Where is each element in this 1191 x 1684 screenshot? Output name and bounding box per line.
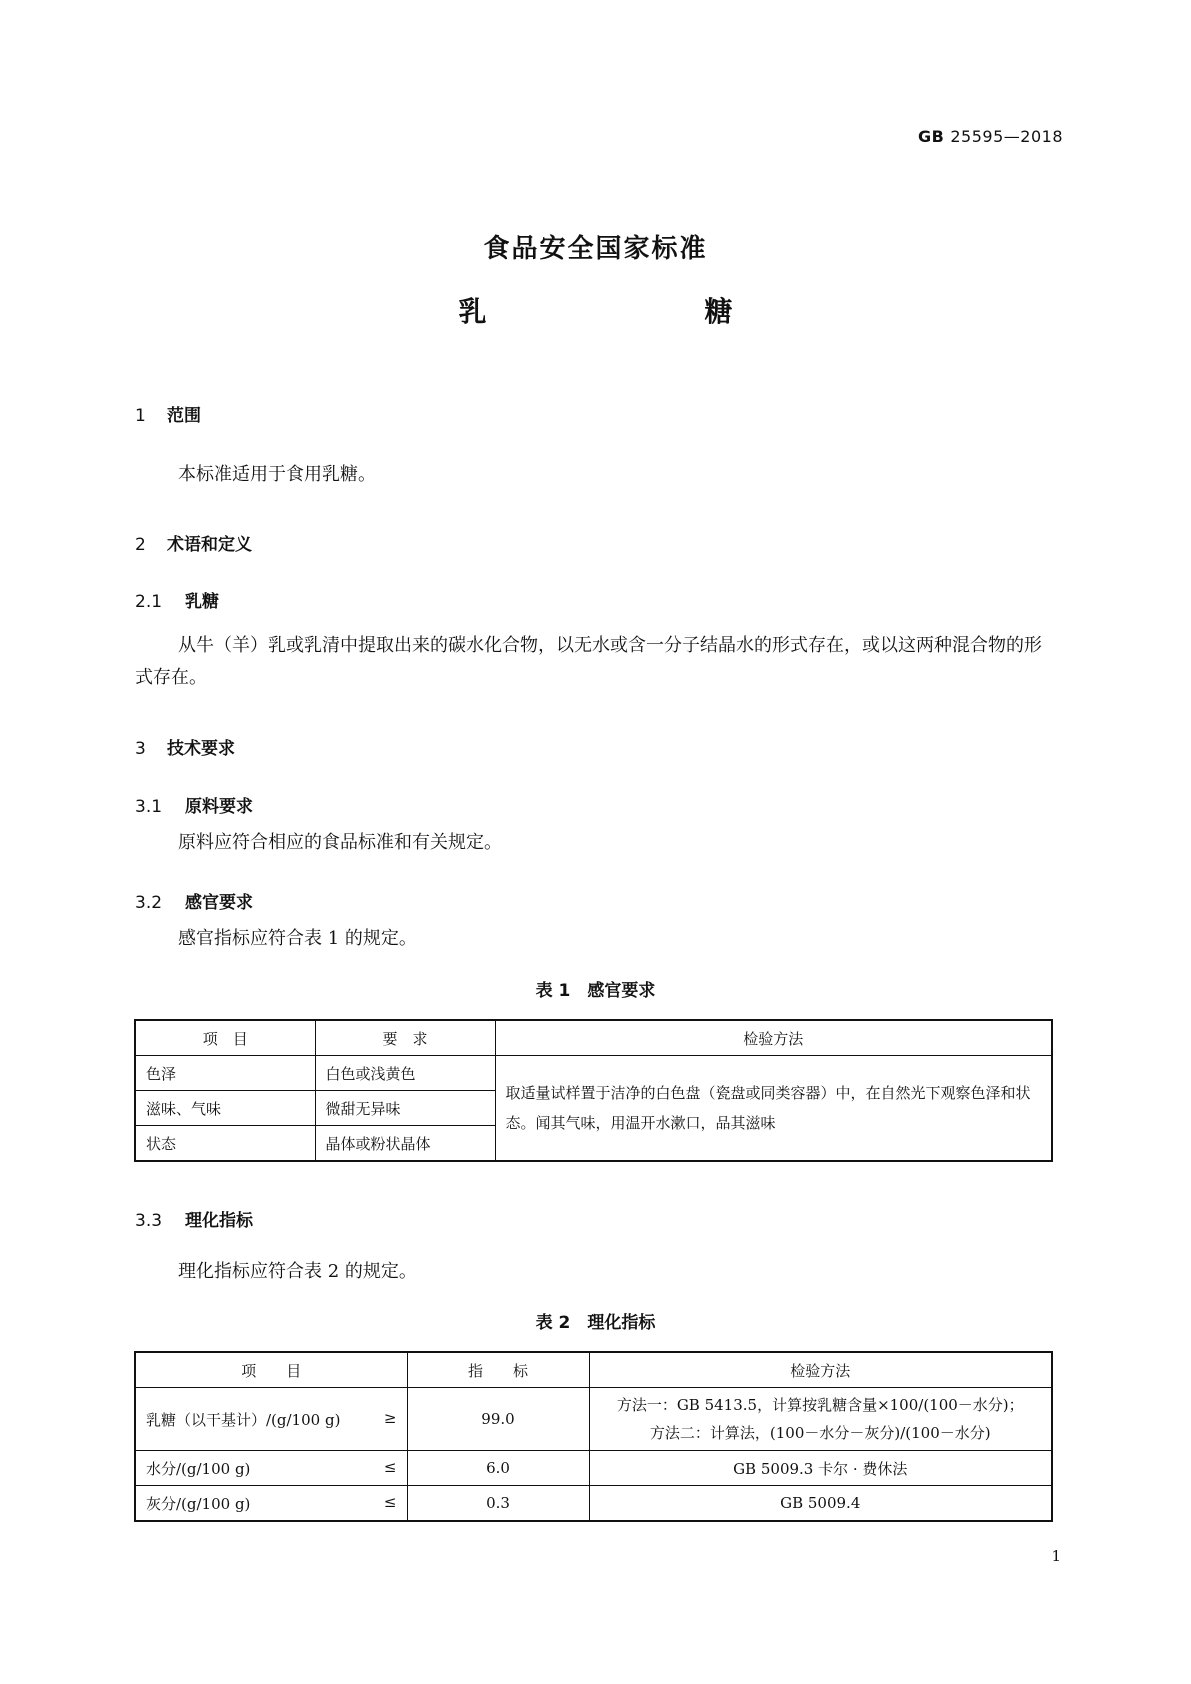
table-cell: 6.0 (407, 1451, 589, 1486)
table-2-caption: 表 2 理化指标 (535, 1313, 656, 1333)
table-cell: 0.3 (407, 1486, 589, 1522)
item-label: 灰分/(g/100 g) (146, 1494, 251, 1513)
table-cell-method: 取适量试样置于洁净的白色盘（瓷盘或同类容器）中，在自然光下观察色泽和状态。闻其气味，用温开水漱口，品其滋味 (495, 1056, 1052, 1162)
table-cell: 色泽 (135, 1056, 315, 1091)
table-header-row (135, 1352, 1052, 1388)
standard-prefix: GB (918, 127, 945, 146)
table-header-cell: 要 求 (315, 1020, 495, 1056)
table-1-caption: 表 1 感官要求 (535, 981, 656, 1001)
document-title: 食品安全国家标准 (483, 234, 708, 264)
table-row (135, 1486, 1052, 1522)
table-header-cell: 检验方法 (589, 1352, 1052, 1388)
section-1-heading: 1 范围 (135, 406, 201, 426)
section-3-3-text: 理化指标应符合表 2 的规定。 (178, 1261, 417, 1282)
table-cell: 微甜无异味 (315, 1091, 495, 1126)
method-line: 方法二：计算法，(100－水分－灰分)/(100－水分) (649, 1424, 991, 1442)
section-3-2-heading: 3.2 感官要求 (135, 893, 253, 913)
table-cell: 滋味、气味 (135, 1091, 315, 1126)
section-3-3-heading: 3.3 理化指标 (135, 1211, 253, 1231)
table-cell (135, 1388, 407, 1451)
table-row (135, 1388, 1052, 1451)
item-label: 乳糖（以干基计）/(g/100 g) (146, 1410, 341, 1429)
section-2-1-text: 从牛（羊）乳或乳清中提取出来的碳水化合物，以无水或含一分子结晶水的形式存在，或以这两种混合物的形式存在。 (135, 635, 1042, 688)
table-cell-method: GB 5009.3 卡尔 · 费休法 (589, 1451, 1052, 1486)
table-cell (135, 1486, 407, 1522)
comparison-sign: ≤ (383, 1457, 397, 1476)
table-header-cell: 检验方法 (495, 1020, 1052, 1056)
table-2 (134, 1351, 1053, 1522)
table-cell: 晶体或粉状晶体 (315, 1126, 495, 1162)
comparison-sign: ≤ (383, 1492, 397, 1511)
table-header-cell: 项 目 (135, 1020, 315, 1056)
table-cell-method (589, 1388, 1052, 1451)
table-cell: 99.0 (407, 1388, 589, 1451)
table-1 (134, 1019, 1053, 1162)
standard-number (918, 127, 1063, 146)
section-1-text: 本标准适用于食用乳糖。 (178, 464, 376, 485)
section-3-1-text: 原料应符合相应的食品标准和有关规定。 (178, 832, 502, 853)
table-cell (135, 1451, 407, 1486)
table-header-row (135, 1020, 1052, 1056)
table-header-cell: 项 目 (135, 1352, 407, 1388)
section-3-1-heading: 3.1 原料要求 (135, 797, 253, 817)
section-3-heading: 3 技术要求 (135, 739, 235, 759)
section-3-2-text: 感官指标应符合表 1 的规定。 (178, 928, 417, 949)
item-label: 水分/(g/100 g) (146, 1459, 251, 1478)
document-subtitle: 乳 糖 (458, 295, 787, 328)
comparison-sign: ≥ (383, 1408, 397, 1427)
table-header-cell: 指 标 (407, 1352, 589, 1388)
table-cell: 白色或浅黄色 (315, 1056, 495, 1091)
table-cell: 状态 (135, 1126, 315, 1162)
table-row (135, 1451, 1052, 1486)
standard-code: 25595—2018 (950, 127, 1063, 146)
section-2-1-heading: 2.1 乳糖 (135, 592, 219, 612)
page-number: 1 (1051, 1547, 1061, 1565)
table-row (135, 1056, 1052, 1091)
table-cell-method: GB 5009.4 (589, 1486, 1052, 1522)
method-line: 方法一：GB 5413.5，计算按乳糖含量×100/(100－水分)； (616, 1396, 1024, 1414)
section-2-heading: 2 术语和定义 (135, 535, 252, 555)
